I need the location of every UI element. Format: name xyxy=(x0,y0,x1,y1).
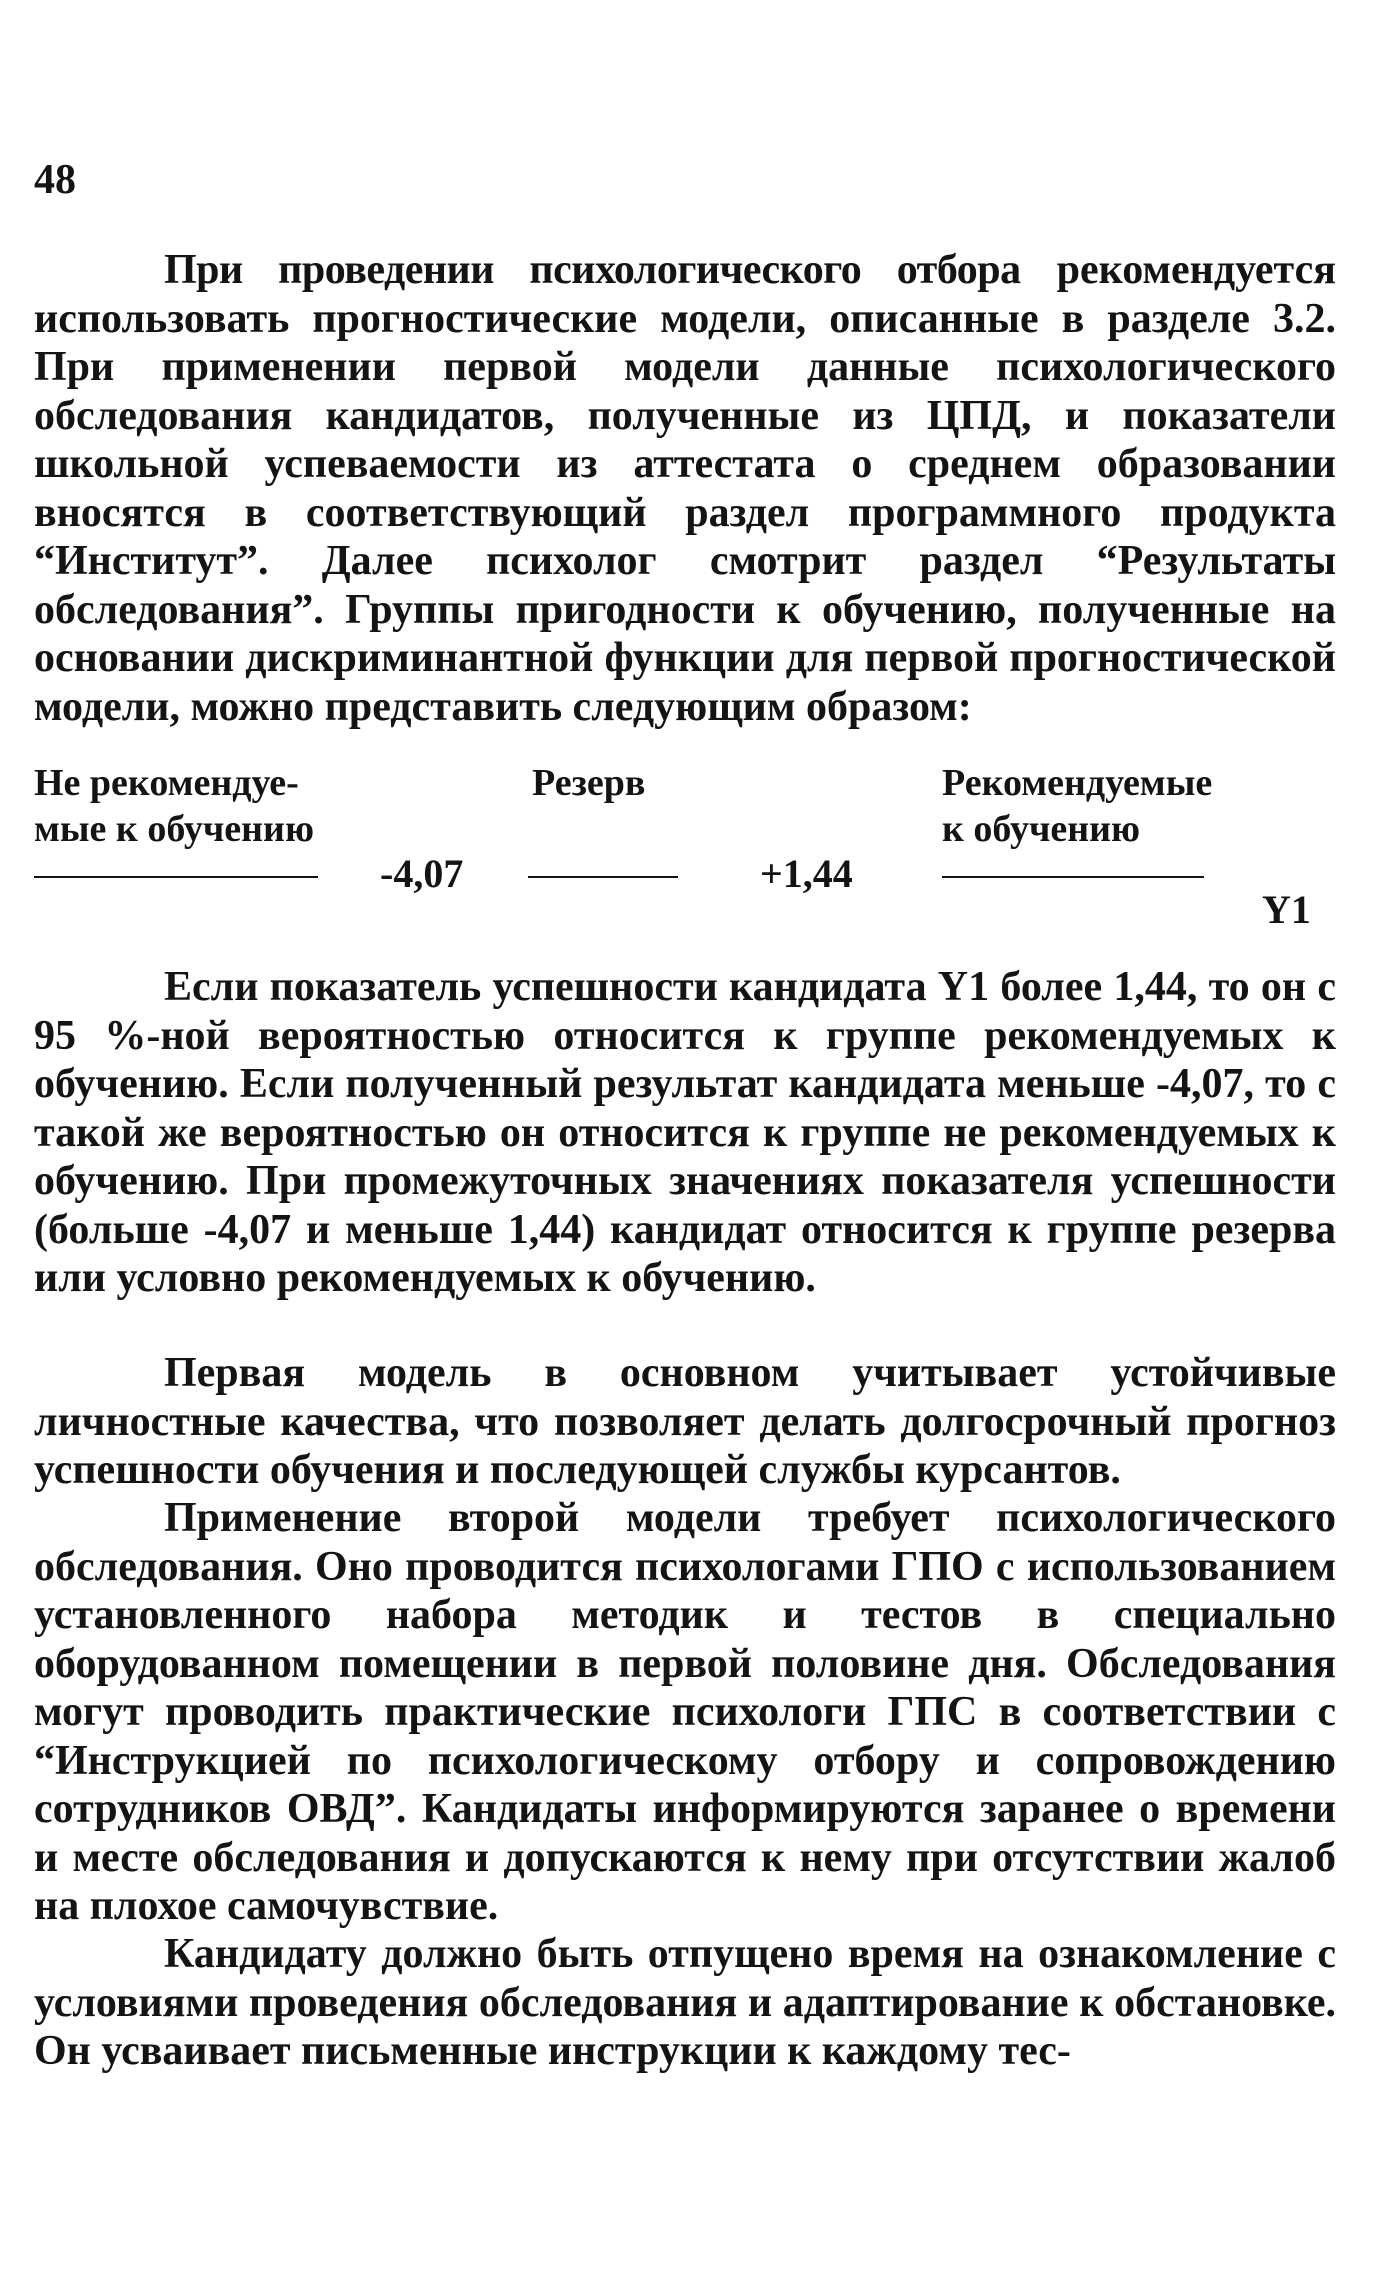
scale-segment-right xyxy=(942,876,1204,878)
scale-axis-label: Y1 xyxy=(1262,887,1311,932)
scale-label-reserve: Резерв xyxy=(532,762,646,804)
scale-segment-left xyxy=(34,876,318,878)
scale-threshold-low: -4,07 xyxy=(380,851,464,896)
page-number: 48 xyxy=(34,157,76,203)
paragraph-1-text: рекомендуется использовать прогностические модели, описанные в разделе 3.2. При применении первой модели данные психологического обследования кандидатов, полученные из ЦПД, и показатели школьной успеваемости из аттестата о среднем образовании вносятся в соответствующий раздел программного продукта “Институт”. Далее психолог смотрит раздел “Результаты обследования”. Группы пригодности к обучению, полученные на основании дискриминантной функции для первой прогностической модели, можно представить следующим образом: xyxy=(34,247,1336,730)
scale-label-not-recommended: Не рекомендуе- мые к обучению xyxy=(34,762,314,850)
scale-threshold-high: +1,44 xyxy=(760,851,853,896)
paragraph-4: Применение второй модели требует психологического обследования. Оно проводится психологами ГПО с использованием установленного набора методик и тестов в специально оборудованном помещении в первой половине дня. Обследования могут проводить практические психологи ГПС в соответствии с “Инструкцией по психологическому отбору и сопровождению сотрудников ОВД”. Кандидаты информируются заранее о времени и месте обследования и допускаются к нему при отсутствии жалоб на плохое самочувствие. xyxy=(34,1495,1336,1929)
paragraph-1-lead: При проведении психологического отбора xyxy=(164,247,1021,293)
paragraph-2: Если показатель успешности кандидата Y1 более 1,44, то он с 95 %-ной вероятностью относится к группе рекомендуемых к обучению. Если полученный результат кандидата меньше -4,07, то с такой же вероятностью он относится к группе не рекомендуемых к обучению. При промежуточных значениях показателя успешности (больше -4,07 и меньше 1,44) кандидат относится к группе резерва или условно рекомендуемых к обучению. xyxy=(34,964,1336,1301)
paragraph-1 xyxy=(34,246,1336,731)
suitability-scale xyxy=(34,760,1336,940)
paragraph-5: Кандидату должно быть отпущено время на ознакомление с условиями проведения обследования и адаптирование к обстановке. Он усваивает письменные инструкции к каждому тес- xyxy=(34,1931,1336,2074)
scale-segment-middle xyxy=(528,876,678,878)
paragraph-3: Первая модель в основном учитывает устойчивые личностные качества, что позволяет делать долгосрочный прогноз успешности обучения и последующей службы курсантов. xyxy=(34,1350,1336,1493)
scale-label-recommended: Рекомендуемые к обучению xyxy=(942,762,1213,850)
